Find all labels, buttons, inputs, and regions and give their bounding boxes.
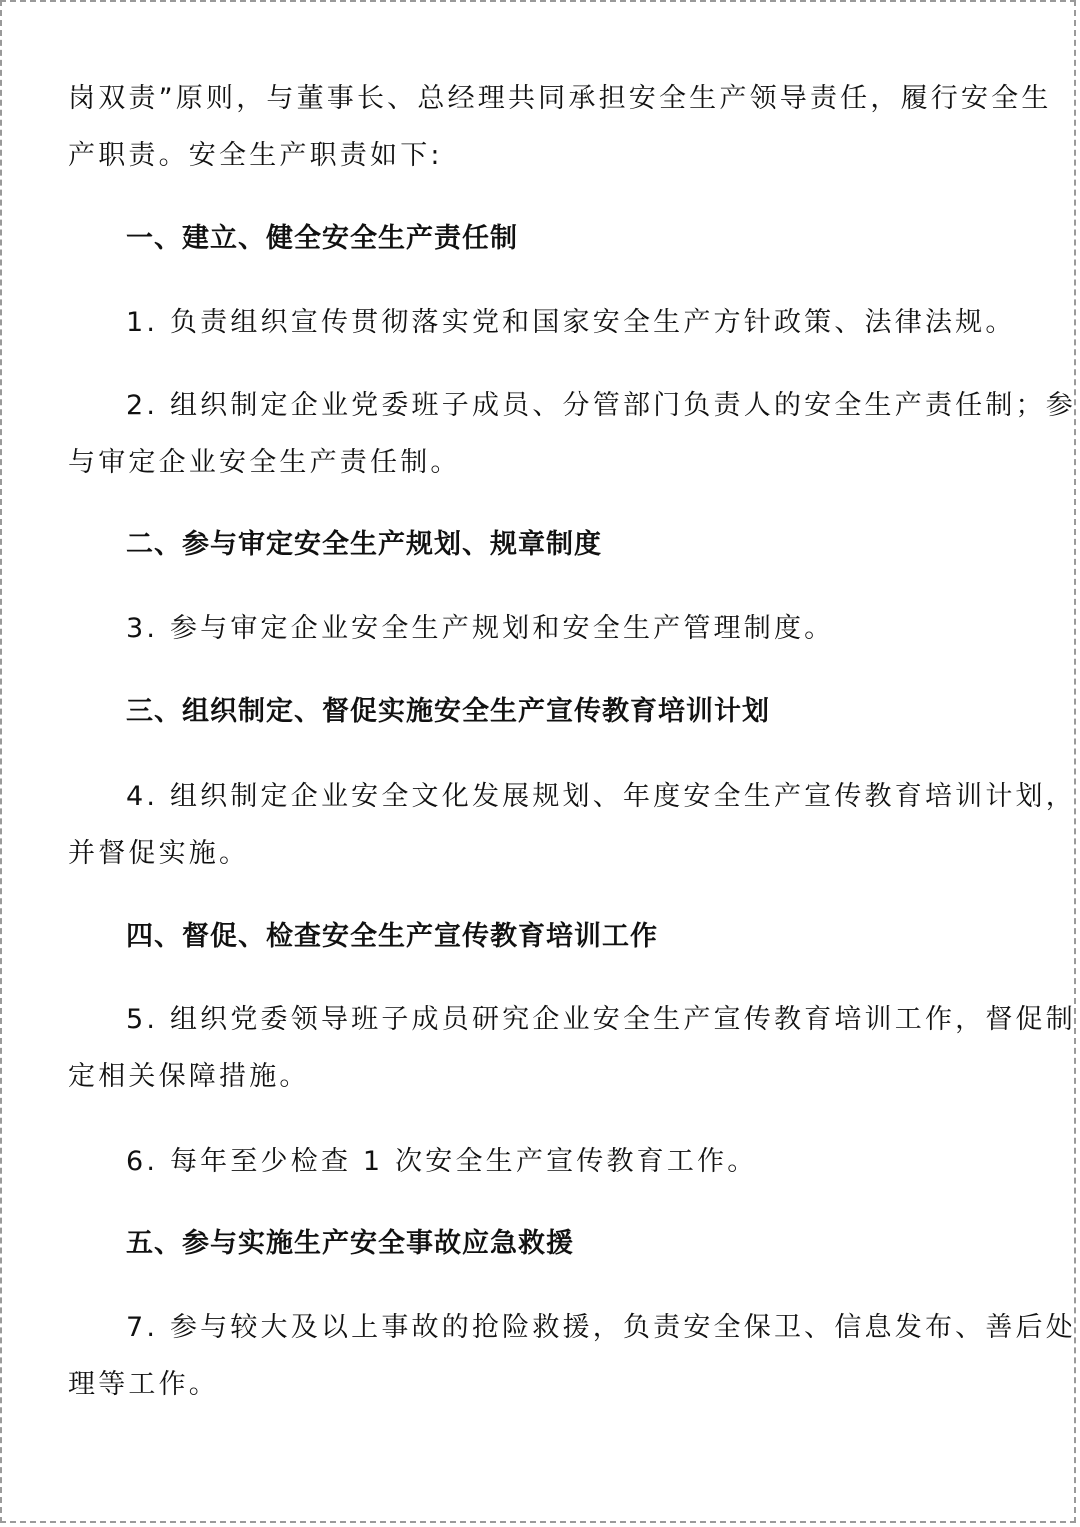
list-item-4-line-2: 并督促实施。	[68, 838, 250, 869]
list-item-5-line-1: 5. 组织党委领导班子成员研究企业安全生产宣传教育培训工作，督促制	[126, 1004, 1076, 1035]
intro-line-2: 产职责。安全生产职责如下:	[68, 140, 443, 171]
intro-line-1: 岗双责”原则，与董事长、总经理共同承担安全生产领导责任，履行安全生	[68, 83, 1052, 114]
list-item-7-line-2: 理等工作。	[68, 1369, 219, 1400]
list-item-5-line-2: 定相关保障措施。	[68, 1061, 310, 1092]
list-item-2-line-2: 与审定企业安全生产责任制。	[68, 447, 461, 478]
list-item-7-line-1: 7. 参与较大及以上事故的抢险救援，负责安全保卫、信息发布、善后处	[126, 1312, 1076, 1343]
section-heading-4: 四、督促、检查安全生产宣传教育培训工作	[126, 921, 658, 952]
section-heading-5: 五、参与实施生产安全事故应急救援	[126, 1228, 574, 1259]
list-item-2-line-1: 2. 组织制定企业党委班子成员、分管部门负责人的安全生产责任制；参	[126, 390, 1076, 421]
section-heading-2: 二、参与审定安全生产规划、规章制度	[126, 529, 602, 560]
list-item-6: 6. 每年至少检查 1 次安全生产宣传教育工作。	[126, 1146, 758, 1177]
list-item-4-line-1: 4. 组织制定企业安全文化发展规划、年度安全生产宣传教育培训计划，	[126, 781, 1076, 812]
section-heading-1: 一、建立、健全安全生产责任制	[126, 223, 518, 254]
list-item-1: 1. 负责组织宣传贯彻落实党和国家安全生产方针政策、法律法规。	[126, 307, 1016, 338]
list-item-3: 3. 参与审定企业安全生产规划和安全生产管理制度。	[126, 613, 835, 644]
section-heading-3: 三、组织制定、督促实施安全生产宣传教育培训计划	[126, 696, 770, 727]
